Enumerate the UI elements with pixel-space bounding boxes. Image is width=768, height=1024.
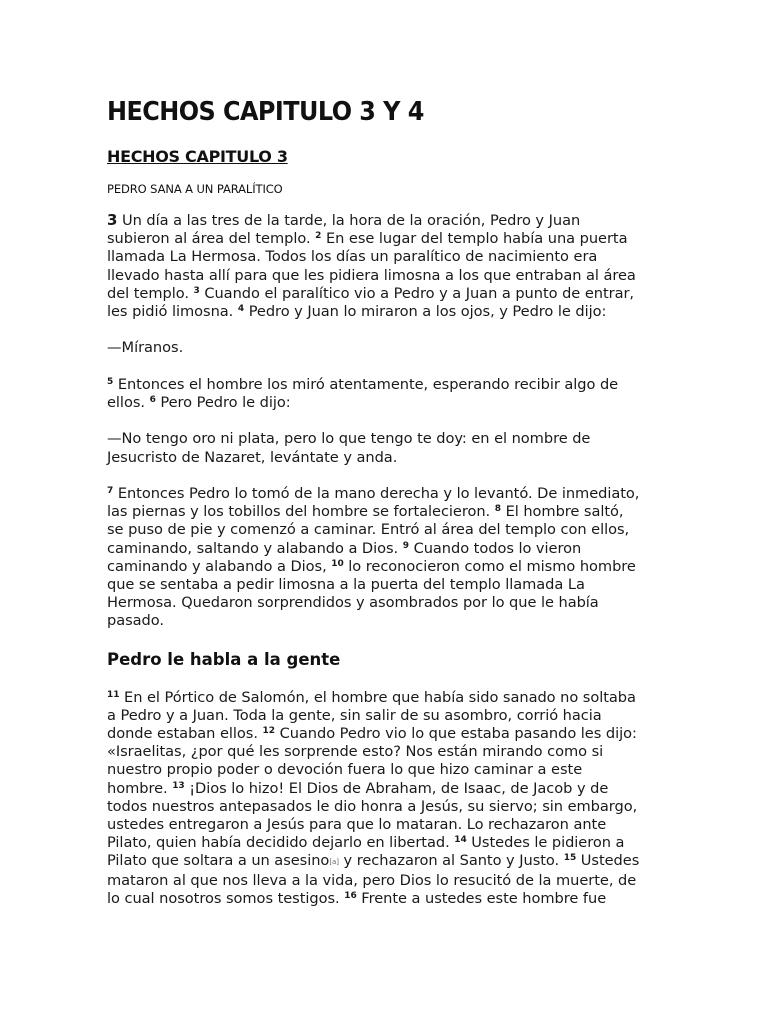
text-line: Un día a las tres de la tarde, la hora de la oración, Pedro y Juan: [121, 212, 581, 229]
footnote-marker[interactable]: [a]: [329, 858, 339, 867]
section-label: PEDRO SANA A UN PARALÍTICO: [107, 182, 283, 196]
document-page: [107, 94, 662, 908]
verse-number: 16: [344, 890, 357, 901]
chapter-heading: HECHOS CAPITULO 3: [107, 147, 288, 166]
verse-number: 11: [107, 689, 120, 700]
paragraph-2: [107, 339, 662, 357]
paragraph-5: [107, 485, 662, 631]
paragraph-1: [107, 211, 662, 321]
section-subheading: Pedro le habla a la gente: [107, 649, 341, 669]
verse-number: 14: [454, 835, 467, 846]
text-line: lo reconocieron como el mismo hombre: [348, 557, 636, 575]
text-line: del templo.: [107, 284, 189, 302]
text-line: les pidió limosna.: [107, 303, 234, 321]
chapter-number: 3: [107, 211, 118, 229]
text-line: mataron al que nos lleva a la vida, pero Dios lo resucitó de la muerte, de: [107, 871, 637, 889]
text-line: caminando, saltando y alabando a Dios.: [107, 539, 399, 557]
text-line: Jesucristo de Nazaret, levántate y anda.: [107, 448, 398, 466]
verse-number: 4: [237, 304, 245, 315]
text-line: llamada La Hermosa. Todos los días un paralítico de nacimiento era: [107, 248, 598, 266]
text-line: Frente a ustedes este hombre fue: [361, 889, 607, 907]
document-title: HECHOS CAPITULO 3 Y 4: [107, 97, 424, 127]
text-line: —No tengo oro ni plata, pero lo que tengo te doy: en el nombre de: [107, 430, 591, 448]
text-line: Cuando todos lo vieron: [413, 539, 582, 557]
verse-number: 10: [331, 558, 344, 569]
text-line: Entonces el hombre los miró atentamente, esperando recibir algo de: [117, 375, 619, 393]
text-line: llevado hasta allí para que les pidiera limosna a los que entraban al área: [107, 266, 636, 284]
text-line: caminando y alabando a Dios,: [107, 557, 327, 575]
text-line: lo cual nosotros somos testigos.: [107, 889, 340, 907]
text-line: Pilato, quien había decidido dejarlo en libertad.: [107, 834, 450, 852]
text-line: subieron al área del templo.: [107, 230, 311, 248]
verse-number: 12: [262, 726, 275, 737]
text-line: las piernas y los tobillos del hombre se fortalecieron.: [107, 503, 491, 521]
text-line: «Israelitas, ¿por qué les sorprende esto? Nos están mirando como si: [107, 743, 604, 761]
text-line: Pedro y Juan lo miraron a los ojos, y Pedro le dijo:: [248, 303, 607, 321]
verse-number: 2: [315, 231, 322, 242]
text-line: ellos.: [107, 394, 145, 411]
verse-number: 8: [494, 504, 501, 515]
verse-number: 6: [149, 395, 156, 405]
verse-number: 13: [172, 780, 185, 791]
text-line: Entonces Pedro lo tomó de la mano derecha y lo levantó. De inmediato,: [117, 484, 640, 502]
text-line: se puso de pie y comenzó a caminar. Entró al área del templo con ellos,: [107, 521, 630, 539]
text-line: hombre.: [107, 779, 168, 797]
text-line: En ese lugar del templo había una puerta: [325, 230, 628, 248]
text-line: nuestro propio poder o devoción fuera lo que hizo caminar a este: [107, 761, 583, 779]
text-line: y rechazaron al Santo y Justo.: [343, 852, 560, 870]
text-line: ustedes entregaron a Jesús para que lo mataran. Lo rechazaron ante: [107, 816, 607, 834]
text-line: ¡Dios lo hizo! El Dios de Abraham, de Isaac, de Jacob y de: [189, 779, 609, 797]
verse-number: 7: [107, 485, 114, 496]
text-line: Pilato que soltara a un asesino: [107, 852, 330, 870]
text-line: donde estaban ellos.: [107, 725, 258, 743]
text-line: —Míranos.: [107, 339, 184, 357]
verse-number: 5: [107, 376, 114, 387]
text-line: En el Pórtico de Salomón, el hombre que había sido sanado no soltaba: [124, 688, 636, 706]
verse-number: 15: [563, 853, 577, 864]
text-line: todos nuestros antepasados le dio honra a Jesús, su siervo; sin embargo,: [107, 797, 638, 815]
paragraph-4: [107, 430, 662, 466]
text-line: a Pedro y a Juan. Toda la gente, sin salir de su asombro, corrió hacia: [107, 706, 602, 724]
text-line: Cuando Pedro vio lo que estaba pasando les dijo:: [279, 725, 637, 743]
verse-number: 9: [402, 540, 409, 551]
text-line: El hombre saltó,: [505, 503, 624, 521]
text-line: pasado.: [107, 612, 164, 630]
verse-number: 3: [193, 285, 200, 296]
text-line: Pero Pedro le dijo:: [160, 394, 291, 411]
paragraph-6: [107, 689, 662, 908]
text-line: Ustedes le pidieron a: [471, 834, 625, 852]
text-line: que se sentaba a pedir limosna a la puerta del templo llamada La: [107, 576, 585, 593]
paragraph-3: [107, 376, 662, 412]
text-line: Ustedes: [580, 852, 640, 870]
text-line: Hermosa. Quedaron sorprendidos y asombrados por lo que le había: [107, 594, 599, 612]
text-line: Cuando el paralítico vio a Pedro y a Juan a punto de entrar,: [204, 284, 635, 302]
